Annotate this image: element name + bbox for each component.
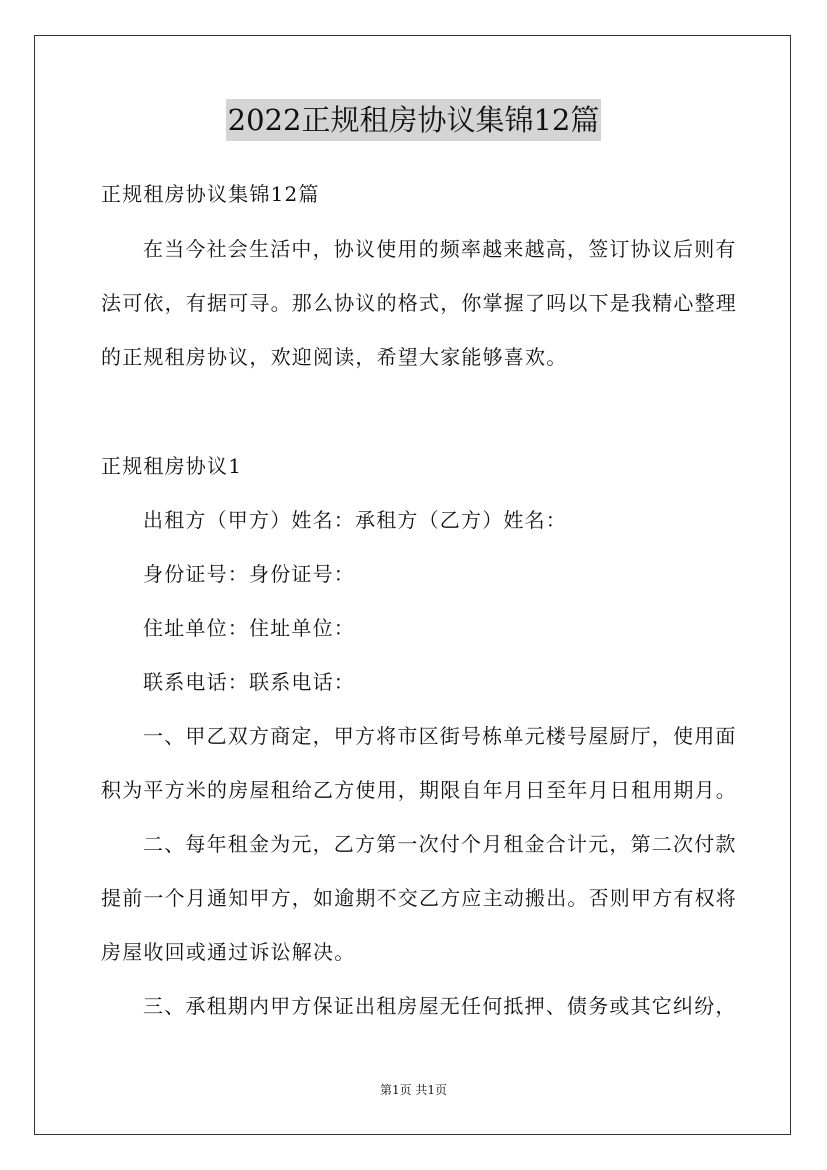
field-addresses: 住址单位：住址单位： [143,616,355,640]
clause-1-line-1: 一、甲乙双方商定，甲方将市区街号栋单元楼号屋厨厅，使用面 [143,724,737,748]
field-names: 出租方（甲方）姓名：承租方（乙方）姓名： [143,508,567,532]
clause-2-line-3: 房屋收回或通过诉讼解决。 [101,940,356,964]
clause-1-line-2: 积为平方米的房屋租给乙方使用，期限自年月日至年月日租用期月。 [101,778,737,802]
field-id-numbers: 身份证号：身份证号： [143,562,355,586]
page-footer: 第1页 共1页 [379,1083,448,1097]
title-container [0,99,827,141]
intro-line-1: 在当今社会生活中，协议使用的频率越来越高，签订协议后则有 [143,237,737,261]
clause-3-line-1: 三、承租期内甲方保证出租房屋无任何抵押、债务或其它纠纷， [143,994,737,1018]
intro-line-3: 的正规租房协议，欢迎阅读，希望大家能够喜欢。 [101,345,568,369]
intro-line-2: 法可依，有据可寻。那么协议的格式，你掌握了吗以下是我精心整理 [101,291,737,315]
document-title: 2022正规租房协议集锦12篇 [226,99,602,141]
clause-2-line-1: 二、每年租金为元，乙方第一次付个月租金合计元，第二次付款 [143,832,737,856]
document-subtitle: 正规租房协议集锦12篇 [101,182,320,206]
section-heading: 正规租房协议1 [101,454,243,478]
field-phones: 联系电话：联系电话： [143,670,355,694]
clause-2-line-2: 提前一个月通知甲方，如逾期不交乙方应主动搬出。否则甲方有权将 [101,886,737,910]
